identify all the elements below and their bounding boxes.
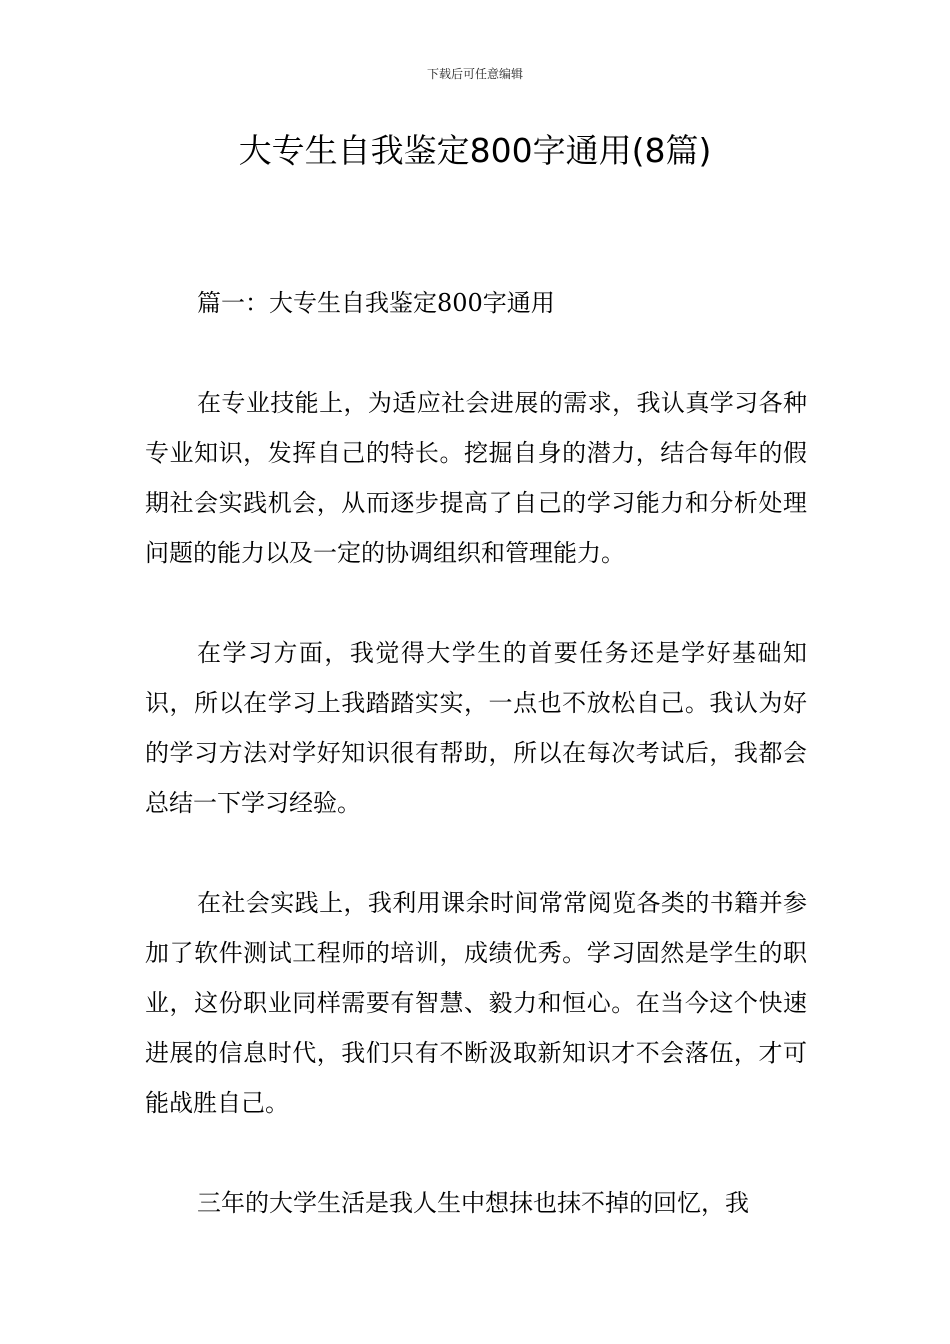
paragraph-college-life: 三年的大学生活是我人生中想抹也抹不掉的回忆，我 xyxy=(197,1189,749,1217)
document-body xyxy=(145,278,807,1278)
paragraph-skills: 在专业技能上，为适应社会进展的需求，我认真学习各种专业知识，发挥自己的特长。挖掘自身的潜力，结合每年的假期社会实践机会，从而逐步提高了自己的学习能力和分析处理问题的能力以及一定的协调组织和管理能力。 xyxy=(145,389,807,567)
section-heading: 篇一：大专生自我鉴定800字通用 xyxy=(197,289,555,317)
document-title: 大专生自我鉴定800字通用(8篇) xyxy=(238,131,712,170)
paragraph-practice: 在社会实践上，我利用课余时间常常阅览各类的书籍并参加了软件测试工程师的培训，成绩优秀。学习固然是学生的职业，这份职业同样需要有智慧、毅力和恒心。在当今这个快速进展的信息时代，我们只有不断汲取新知识才不会落伍，才可能战胜自己。 xyxy=(145,889,807,1117)
header-note: 下载后可任意编辑 xyxy=(426,67,523,81)
paragraph-study: 在学习方面，我觉得大学生的首要任务还是学好基础知识，所以在学习上我踏踏实实，一点也不放松自己。我认为好的学习方法对学好知识很有帮助，所以在每次考试后，我都会总结一下学习经验。 xyxy=(145,639,807,817)
